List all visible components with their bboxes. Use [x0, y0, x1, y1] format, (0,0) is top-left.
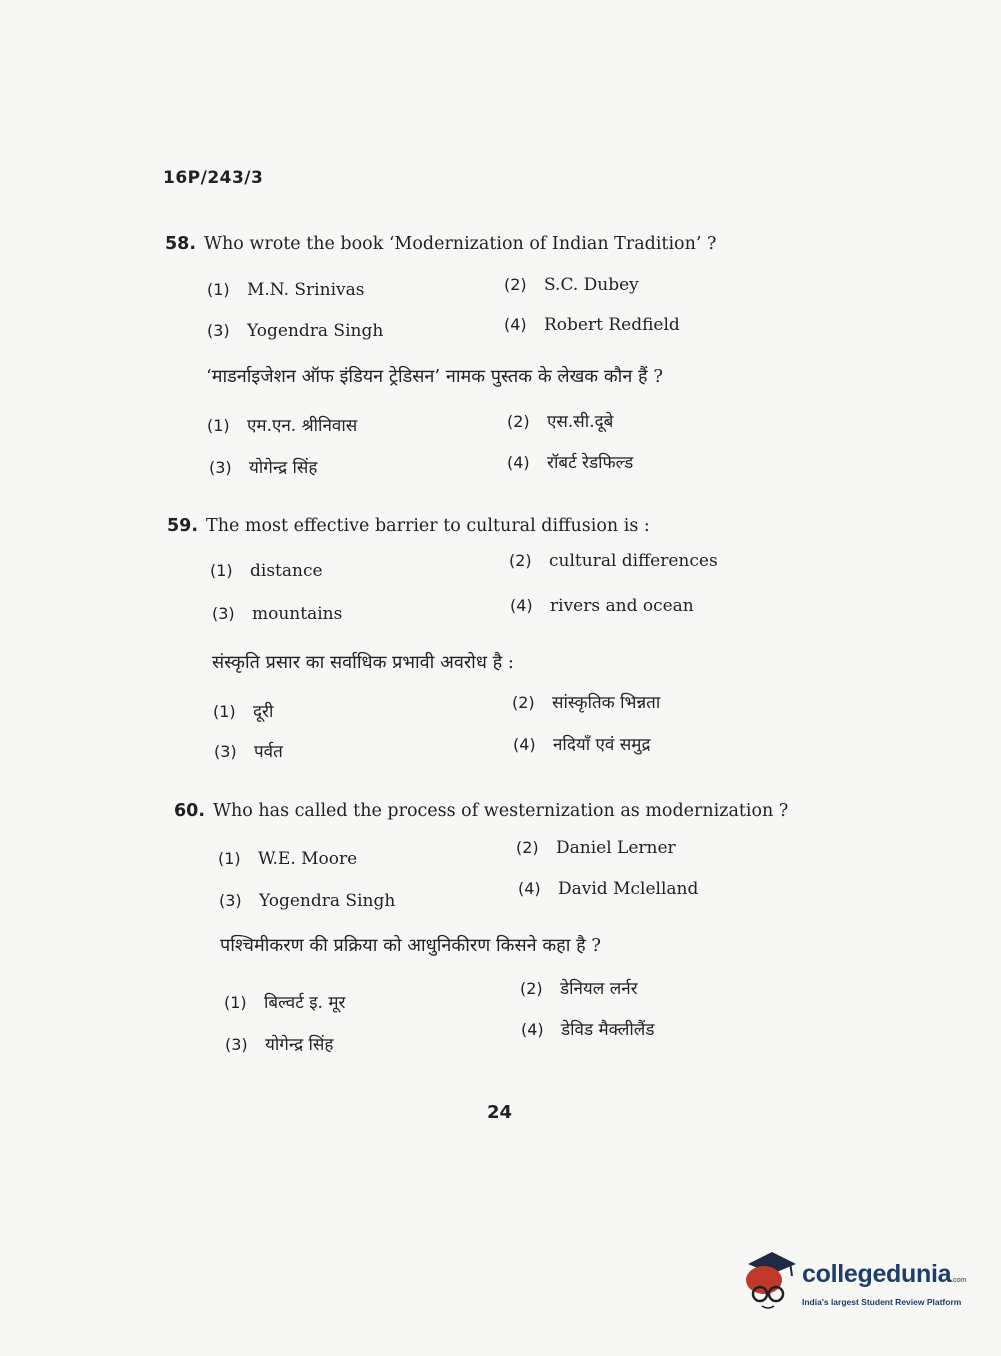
option-number: (1)	[218, 849, 241, 868]
option-en	[210, 561, 323, 581]
question-text-hi: ‘माडर्नाइजेशन ऑफ इंडियन ट्रेडिसन’ नामक पुस्तक के लेखक कौन हैं ?	[206, 366, 663, 387]
question-text-en: Who has called the process of westernization as modernization ?	[213, 801, 789, 821]
option-en	[212, 604, 342, 624]
option-number: (4)	[510, 596, 533, 615]
option-number: (2)	[504, 275, 527, 294]
option-hi	[507, 409, 613, 432]
option-number: (4)	[507, 453, 530, 472]
option-number: (3)	[212, 604, 235, 623]
option-en	[518, 879, 698, 899]
option-number: (4)	[518, 879, 541, 898]
option-number: (2)	[509, 551, 532, 570]
option-text: S.C. Dubey	[544, 275, 639, 295]
option-text: सांस्कृतिक भिन्नता	[552, 693, 661, 713]
option-en	[510, 596, 694, 616]
option-text: रॉबर्ट रेडफिल्ड	[547, 453, 634, 473]
question-60	[174, 801, 788, 821]
option-text: mountains	[252, 604, 343, 624]
option-en	[207, 280, 364, 300]
option-text: M.N. Srinivas	[247, 280, 365, 300]
option-text: Yogendra Singh	[247, 321, 384, 341]
option-en	[504, 315, 680, 335]
question-text-en: The most effective barrier to cultural diffusion is :	[206, 516, 650, 536]
option-hi	[224, 990, 345, 1013]
option-number: (2)	[516, 838, 539, 857]
option-text: पर्वत	[254, 742, 283, 762]
option-number: (2)	[520, 979, 543, 998]
option-text: डेनियल लर्नर	[560, 979, 638, 999]
option-text: योगेन्द्र सिंह	[265, 1035, 334, 1055]
option-hi	[512, 690, 660, 713]
option-number: (1)	[210, 561, 233, 580]
mascot-icon	[742, 1250, 800, 1312]
brand-name	[802, 1260, 966, 1289]
option-en	[509, 551, 718, 571]
option-text: Daniel Lerner	[556, 838, 676, 858]
option-text: distance	[250, 561, 323, 581]
brand-suffix: .com	[951, 1277, 967, 1284]
option-hi	[521, 1017, 654, 1040]
option-number: (2)	[507, 412, 530, 431]
option-number: (1)	[207, 416, 230, 435]
option-text: W.E. Moore	[258, 849, 358, 869]
question-text-hi: पश्चिमीकरण की प्रक्रिया को आधुनिकीरण किसने कहा है ?	[220, 935, 602, 956]
option-number: (4)	[504, 315, 527, 334]
option-hi	[225, 1032, 333, 1055]
option-text: नदियाँ एवं समुद्र	[553, 735, 651, 755]
option-hi	[214, 739, 283, 762]
brand-text: collegedunia	[802, 1260, 952, 1288]
option-number: (2)	[512, 693, 535, 712]
question-59	[167, 516, 650, 536]
option-text: बिल्वर्ट इ. मूर	[264, 993, 346, 1013]
option-text: दूरी	[253, 702, 274, 722]
option-hi	[209, 455, 317, 478]
option-en	[218, 849, 357, 869]
option-number: (3)	[225, 1035, 248, 1054]
collegedunia-watermark	[742, 1250, 972, 1320]
option-text: एम.एन. श्रीनिवास	[247, 416, 358, 436]
option-en	[516, 838, 676, 858]
question-number: 58.	[165, 234, 197, 254]
brand-tagline: India's largest Student Review Platform	[802, 1297, 962, 1307]
option-text: डेविड मैक्लीलैंड	[561, 1020, 655, 1040]
option-hi	[513, 732, 650, 755]
option-hi	[507, 450, 633, 473]
option-number: (3)	[214, 742, 237, 761]
option-number: (3)	[219, 891, 242, 910]
option-number: (1)	[213, 702, 236, 721]
option-number: (1)	[207, 280, 230, 299]
option-en	[219, 891, 395, 911]
option-hi	[213, 699, 273, 722]
question-number: 59.	[167, 516, 199, 536]
option-text: David Mclelland	[558, 879, 699, 899]
option-en	[504, 275, 639, 295]
option-text: cultural differences	[549, 551, 718, 571]
question-number: 60.	[174, 801, 206, 821]
question-58	[165, 234, 716, 254]
paper-code: 16P/243/3	[163, 168, 264, 188]
option-text: Yogendra Singh	[259, 891, 396, 911]
option-text: योगेन्द्र सिंह	[249, 458, 318, 478]
option-text: rivers and ocean	[550, 596, 694, 616]
option-text: Robert Redfield	[544, 315, 680, 335]
page-number: 24	[487, 1102, 513, 1123]
option-en	[207, 321, 383, 341]
option-number: (3)	[209, 458, 232, 477]
question-text-en: Who wrote the book ‘Modernization of Indian Tradition’ ?	[204, 234, 717, 254]
option-hi	[520, 976, 638, 999]
option-text: एस.सी.दूबे	[547, 412, 614, 432]
option-hi	[207, 413, 357, 436]
option-number: (3)	[207, 321, 230, 340]
option-number: (1)	[224, 993, 247, 1012]
question-text-hi: संस्कृति प्रसार का सर्वाधिक प्रभावी अवरोध है :	[212, 652, 514, 673]
option-number: (4)	[513, 735, 536, 754]
option-number: (4)	[521, 1020, 544, 1039]
